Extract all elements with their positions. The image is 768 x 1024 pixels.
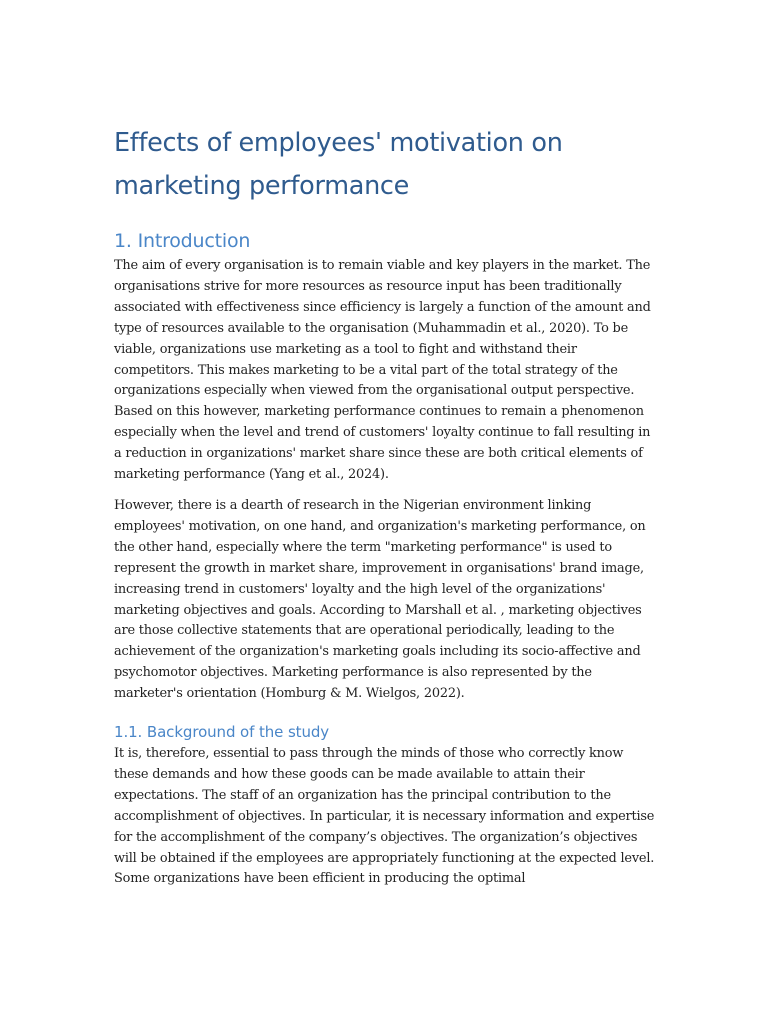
paragraph: The aim of every organisation is to remain viable and key players in the market. The organisations strive for more resources as resource input has been traditionally associated with effectiveness since efficiency is largely a function of the amount and type of resources available to the organisation (Muhammadin et al., 2020). To be viable, organizations use marketing as a tool to fight and withstand their competitors. This makes marketing to be a vital part of the total strategy of the organizations especially when viewed from the organisational output perspective. Based on this however, marketing performance continues to remain a phenomenon especially when the level and trend of customers' loyalty continue to fall resulting in a reduction in organizations' market share since these are both critical elements of marketing performance (Yang et al., 2024). (114, 258, 651, 483)
document-page (114, 122, 660, 890)
paragraph: However, there is a dearth of research in the Nigerian environment linking employees' motivation, on one hand, and organization's marketing performance, on the other hand, especially where the term "marketing performance" is used to represent the growth in market share, improvement in organisations' brand image, increasing trend in customers' loyalty and the high level of the organizations' marketing objectives and goals. According to Marshall et al. , marketing objectives are those collective statements that are operational periodically, leading to the achievement of the organization's marketing goals including its socio-affective and psychomotor objectives. Marketing performance is also represented by the marketer's orientation (Homburg & M. Wielgos, 2022). (114, 497, 646, 702)
section-heading-introduction: 1. Introduction (114, 230, 251, 252)
document-title: Effects of employees' motivation on marketing performance (114, 128, 563, 201)
paragraph: It is, therefore, essential to pass through the minds of those who correctly know these demands and how these goods can be made available to attain their expectations. The staff of an organization has the principal contribution to the accomplishment of objectives. In particular, it is necessary information and expertise for the accomplishment of the company’s objectives. The organization’s objectives will be obtained if the employees are appropriately functioning at the expected level. Some organizations have been efficient in producing the optimal (114, 746, 655, 887)
section-heading-background: 1.1. Background of the study (114, 723, 330, 742)
